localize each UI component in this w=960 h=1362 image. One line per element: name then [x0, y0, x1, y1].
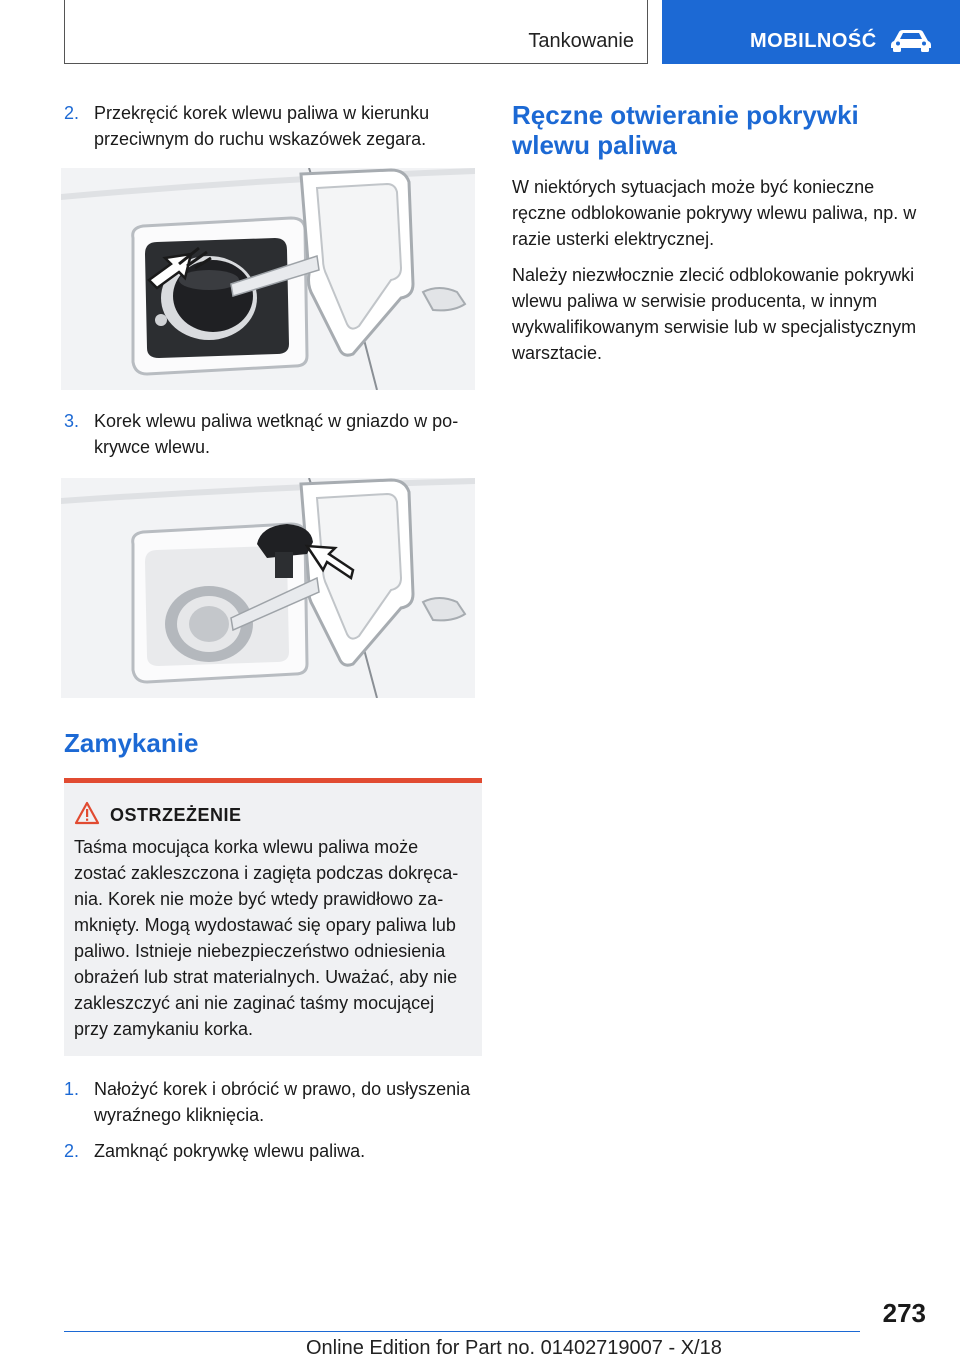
warning-title-text: OSTRZEŻENIE — [110, 805, 242, 825]
footer-edition-link[interactable]: Online Edition for Part no. 01402719007 - X/18 — [306, 1337, 722, 1359]
warning-title — [74, 805, 472, 826]
step-text: Zamknąć pokrywkę wlewu paliwa. — [94, 1141, 366, 1161]
step-number: 2. — [64, 1141, 80, 1161]
warning-box — [64, 778, 482, 1056]
warning-triangle-icon — [74, 801, 100, 825]
step-text: Nałożyć korek i obrócić w prawo, do usłyszenia wyraźnego kliknięcia. — [94, 1079, 471, 1125]
manual-open-paragraph-1: W niektórych sytuacjach może być konieczne ręczne odblokowanie pokrywy wlewu paliwa, np. w razie usterki elektrycznej. — [512, 177, 917, 249]
step-number: 2. — [64, 103, 80, 123]
closing-heading: Zamykanie — [64, 728, 199, 758]
step-number: 3. — [64, 411, 80, 431]
manual-open-heading: Ręczne otwieranie pokrywki wlewu paliwa — [512, 100, 859, 160]
footer-rule — [64, 1331, 860, 1332]
step-text: Przekręcić korek wlewu paliwa w kierunku przeciwnym do ruchu wskazówek zegara. — [94, 103, 430, 149]
step-text: Korek wlewu paliwa wetknąć w gniazdo w pokrywce wlewu. — [94, 411, 459, 457]
car-icon — [888, 27, 934, 58]
step-number: 1. — [64, 1079, 80, 1099]
section-title: Tankowanie — [528, 30, 634, 52]
manual-open-paragraph-2: Należy niezwłocznie zlecić odblokowanie pokrywki wlewu paliwa w serwisie producenta, w innym wykwalifikowanym serwisie lub w specjalistycznym warsztacie. — [512, 265, 917, 363]
page-number: 273 — [882, 1298, 926, 1328]
step-2 — [64, 100, 482, 152]
step-3 — [64, 408, 482, 460]
chapter-tab[interactable] — [662, 0, 960, 64]
fuel-cap-stow-illustration — [61, 478, 475, 698]
left-column — [64, 100, 482, 1164]
right-column — [512, 100, 930, 366]
warning-text: Taśma mocująca korka wlewu paliwa może zostać zakleszczona i zagięta podczas dokręcania. Korek nie może być wtedy prawidłowo zamknięty. Mogą wydostawać się opary paliwa lub paliwo. Istnieje niebezpieczeństwo odniesienia obrażeń lub strat materialnych. Uważać, aby nie zakleszczyć ani nie zaginać taśmy mocującej przy zamykaniu korka. — [74, 837, 459, 1039]
close-step-1 — [64, 1076, 482, 1128]
chapter-tab-label: MOBILNOŚĆ — [750, 30, 877, 52]
close-step-2 — [64, 1138, 482, 1164]
fuel-cap-unscrew-illustration — [61, 168, 475, 390]
